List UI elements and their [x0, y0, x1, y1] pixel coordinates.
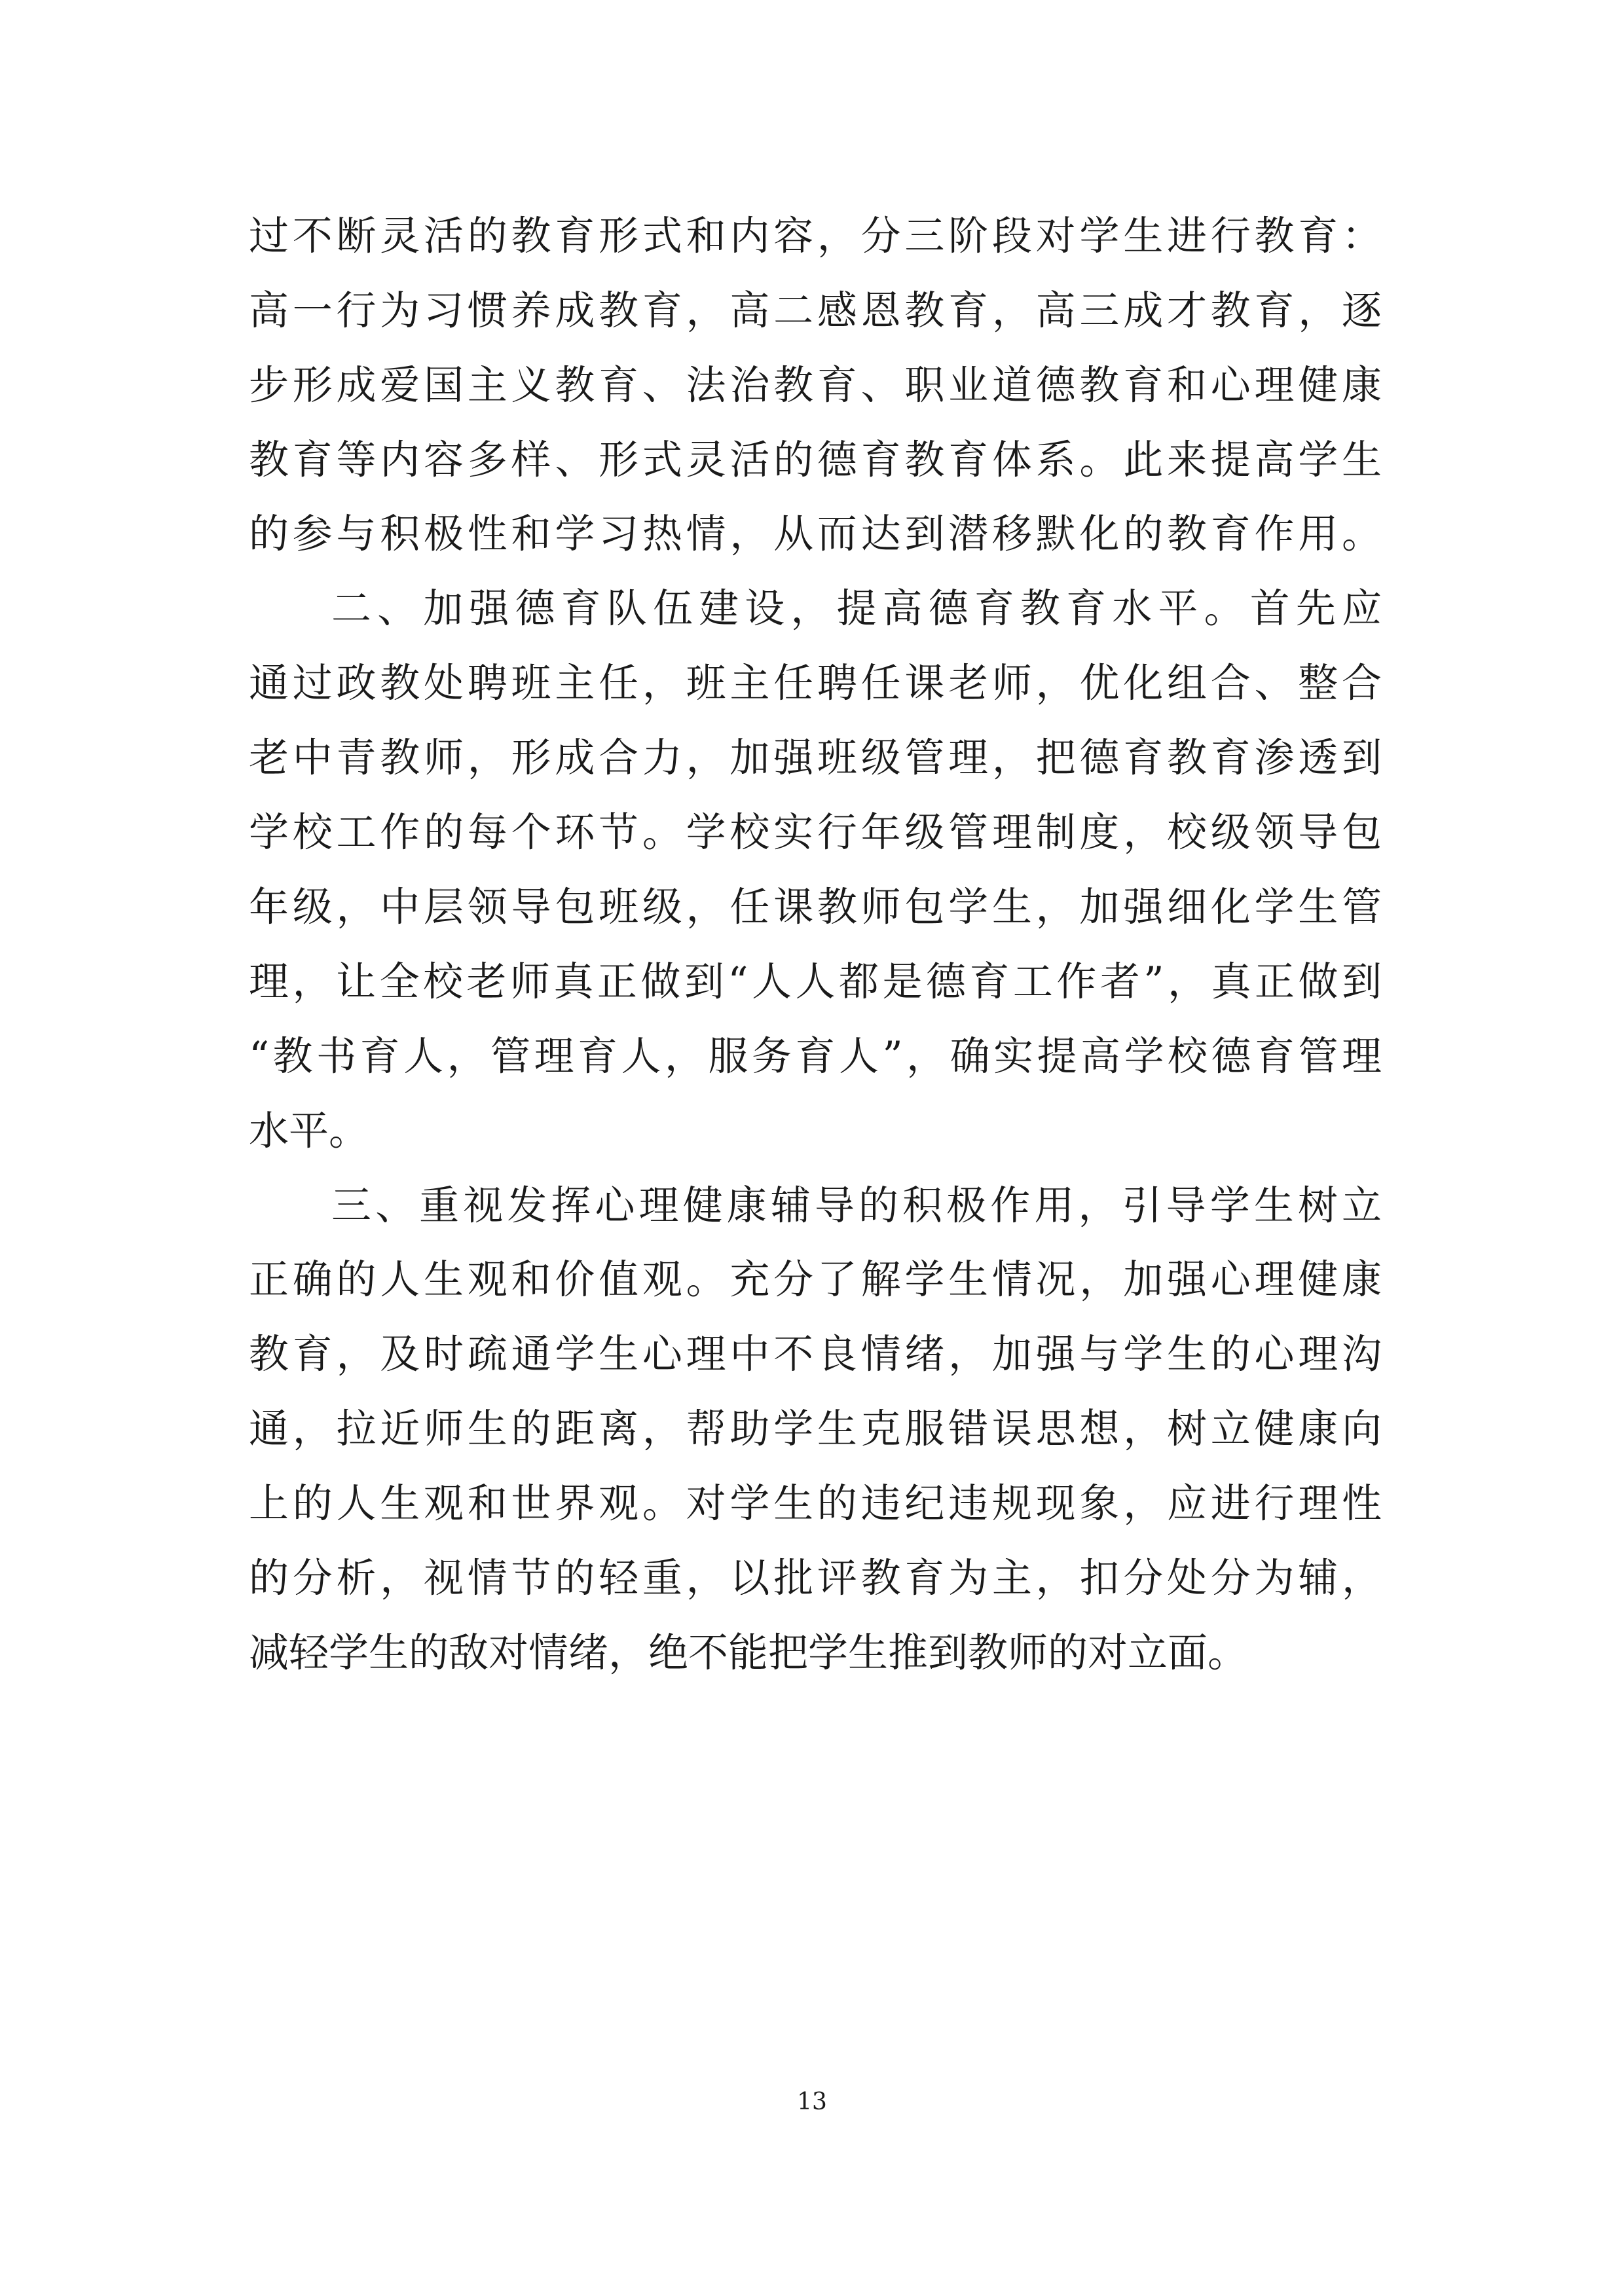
paragraph-line: 年级，中层领导包班级，任课教师包学生，加强细化学生管 [249, 884, 1382, 930]
paragraph-line: 步形成爱国主义教育、法治教育、职业道德教育和心理健康 [249, 362, 1382, 409]
paragraph-line: 通过政教处聘班主任，班主任聘任课老师，优化组合、整合 [249, 660, 1382, 706]
paragraph-line: 通，拉近师生的距离，帮助学生克服错误思想，树立健康向 [249, 1406, 1382, 1452]
paragraph-line: 上的人生观和世界观。对学生的违纪违规现象，应进行理性 [249, 1480, 1382, 1527]
paragraph-line: 过不断灵活的教育形式和内容，分三阶段对学生进行教育： [249, 213, 1382, 259]
paragraph-line: 正确的人生观和价值观。充分了解学生情况，加强心理健康 [249, 1256, 1382, 1303]
paragraph-line: 减轻学生的敌对情绪，绝不能把学生推到教师的对立面。 [249, 1630, 1248, 1676]
paragraph-line: 的参与积极性和学习热情，从而达到潜移默化的教育作用。 [249, 511, 1382, 557]
paragraph-line: 教育等内容多样、形式灵活的德育教育体系。此来提高学生 [249, 437, 1382, 483]
paragraph-line: 理，让全校老师真正做到“人人都是德育工作者”，真正做到 [249, 958, 1382, 1005]
page-number: 13 [797, 2088, 827, 2115]
paragraph-line: “教书育人，管理育人，服务育人”，确实提高学校德育管理 [249, 1033, 1382, 1080]
paragraph-line: 学校工作的每个环节。学校实行年级管理制度，校级领导包 [249, 809, 1382, 856]
paragraph-line: 高一行为习惯养成教育，高二感恩教育，高三成才教育，逐 [249, 287, 1382, 334]
paragraph-line: 教育，及时疏通学生心理中不良情绪，加强与学生的心理沟 [249, 1331, 1382, 1377]
paragraph-line: 水平。 [249, 1108, 369, 1154]
paragraph-line: 二、加强德育队伍建设，提高德育教育水平。首先应 [331, 585, 1382, 632]
paragraph-line: 三、重视发挥心理健康辅导的积极作用，引导学生树立 [331, 1182, 1382, 1229]
paragraph-line: 的分析，视情节的轻重，以批评教育为主，扣分处分为辅， [249, 1555, 1382, 1601]
paragraph-line: 老中青教师，形成合力，加强班级管理，把德育教育渗透到 [249, 735, 1382, 781]
